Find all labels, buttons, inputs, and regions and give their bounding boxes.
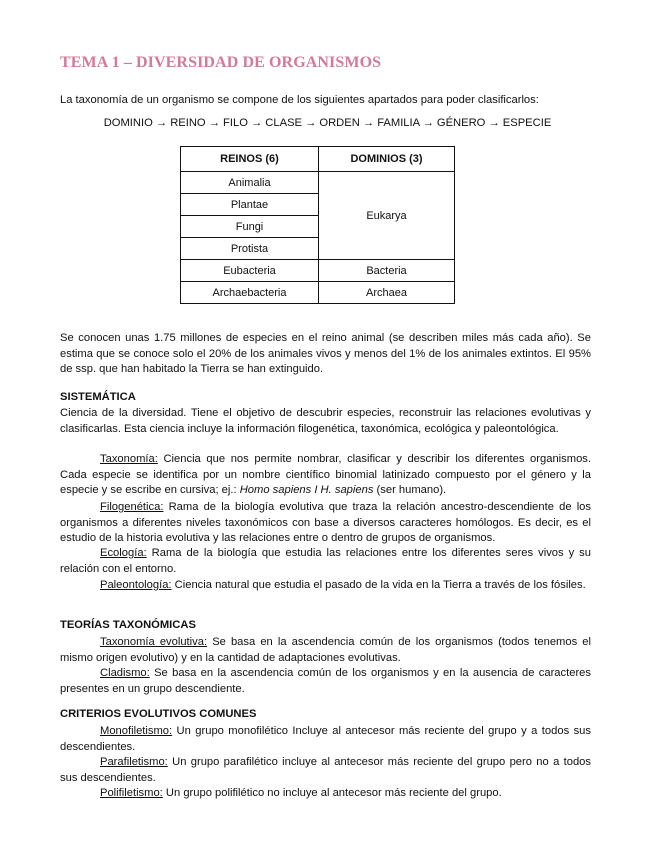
evolutiva-text: Se basa en la ascendencia común de los organismos (todos tenemos el mismo origen evolutivo) y en la cantidad de adaptaciones evolutivas. <box>60 636 591 664</box>
heading-criterios: CRITERIOS EVOLUTIVOS COMUNES <box>60 708 257 720</box>
cladismo-term: Cladismo: <box>100 667 150 679</box>
taxonomy-chain: DOMINIO → REINO → FILO → CLASE → ORDEN → FAMILIA → GÉNERO → ESPECIE <box>103 117 552 129</box>
ecologia-paragraph <box>60 546 591 577</box>
page-title: TEMA 1 – DIVERSIDAD DE ORGANISMOS <box>60 54 382 71</box>
table-row <box>181 282 455 304</box>
parafiletismo-term: Parafiletismo: <box>100 756 168 768</box>
taxonomia-example: Homo sapiens I H. sapiens <box>239 484 374 497</box>
header-reinos: REINOS (6) <box>181 147 319 172</box>
reino-cell: Plantae <box>181 194 319 216</box>
heading-teorias: TEORÍAS TAXONÓMICAS <box>60 619 196 631</box>
heading-sistematica: SISTEMÁTICA <box>60 391 136 403</box>
cladismo-paragraph <box>60 666 591 697</box>
polifiletismo-paragraph <box>60 786 591 802</box>
reino-cell: Eubacteria <box>181 260 319 282</box>
filogenetica-paragraph <box>60 500 591 547</box>
ecologia-text: Rama de la biología que estudia las relaciones entre los diferentes seres vivos y su relación con el entorno. <box>60 547 591 575</box>
sistematica-definition: Ciencia de la diversidad. Tiene el objetivo de descubrir especies, reconstruir las relaciones evolutivas y clasificarlas. Esta ciencia incluye la información filogenética, taxonómica, ecológica y paleontológica. <box>60 407 591 435</box>
dominio-cell: Eukarya <box>319 172 455 260</box>
evolutiva-term: Taxonomía evolutiva: <box>100 636 208 648</box>
cladismo-text: Se basa en la ascendencia común de los organismos y en la ausencia de caracteres presentes en un grupo descendiente. <box>60 667 591 695</box>
parafiletismo-paragraph <box>60 755 591 786</box>
reino-cell: Protista <box>181 238 319 260</box>
reino-cell: Animalia <box>181 172 319 194</box>
monofiletismo-term: Monofiletismo: <box>100 725 173 737</box>
monofiletismo-paragraph <box>60 724 591 755</box>
paleontologia-text: Ciencia natural que estudia el pasado de la vida en la Tierra a través de los fósiles. <box>171 579 586 591</box>
monofiletismo-text: Un grupo monofilético Incluye al antecesor más reciente del grupo y a todos sus descendientes. <box>60 725 591 753</box>
taxonomia-text: Ciencia que nos permite nombrar, clasificar y describir los diferentes organismos. Cada especie se identifica por un nombre científico binomial latinizado compuesto por el género y la especie y se escribe en cursiva; ej.: <box>60 453 591 497</box>
species-paragraph: Se conocen unas 1.75 millones de especies en el reino animal (se describen miles más cada año). Se estima que se conoce solo el 20% de los animales vivos y menos del 1% de los animales extintos. El 95% de ssp. que han habitado la Tierra se han extinguido. <box>60 332 591 376</box>
header-dominios: DOMINIOS (3) <box>319 147 455 172</box>
reino-cell: Archaebacteria <box>181 282 319 304</box>
dominio-cell: Archaea <box>319 282 455 304</box>
polifiletismo-text: Un grupo polifilético no incluye al antecesor más reciente del grupo. <box>162 787 502 799</box>
intro-text: La taxonomía de un organismo se compone de los siguientes apartados para poder clasificarlos: <box>60 94 539 106</box>
parafiletismo-text: Un grupo parafilético incluye al antecesor más reciente del grupo pero no a todos sus descendientes. <box>60 756 591 784</box>
table-row <box>181 260 455 282</box>
taxonomia-paragraph <box>60 452 591 499</box>
table-header-row <box>181 147 455 172</box>
dominio-cell: Bacteria <box>319 260 455 282</box>
filogenetica-text: Rama de la biología evolutiva que traza la relación ancestro-descendiente de los organismos a diferentes niveles taxonómicos con base a diversos caracteres homólogos. Es decir, es el estudio de la historia evolutiva y las relaciones entre o dentro de grupos de organismos. <box>60 501 591 545</box>
polifiletismo-term: Polifiletismo: <box>100 787 163 799</box>
table-row <box>181 172 455 194</box>
ecologia-term: Ecología: <box>100 547 147 559</box>
paleontologia-paragraph <box>60 578 591 594</box>
evolutiva-paragraph <box>60 635 591 666</box>
taxonomy-table <box>180 146 455 304</box>
taxonomia-term: Taxonomía: <box>100 453 158 465</box>
filogenetica-term: Filogenética: <box>100 501 164 513</box>
taxonomia-tail: (ser humano). <box>373 484 447 497</box>
reino-cell: Fungi <box>181 216 319 238</box>
paleontologia-term: Paleontología: <box>100 579 172 591</box>
